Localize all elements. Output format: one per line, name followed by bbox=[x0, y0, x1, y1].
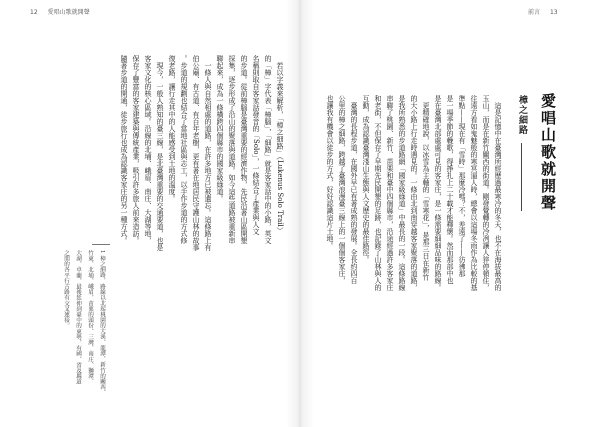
text-column: 互動，成為認識臺灣淺山生態與人文歷史的最佳路徑。 bbox=[362, 95, 370, 263]
chapter-title: 愛唱山歌就開聲 bbox=[539, 93, 557, 212]
text-column: 玉山，而是在新竹關西的街道。剛發覺轉的冷冽讓人猝停頓住， bbox=[482, 95, 490, 291]
footnotes bbox=[60, 250, 108, 410]
text-column: 更精確地說，以冰雪為主軸的「雪寒花」，是那三日在新竹 bbox=[422, 95, 430, 281]
text-column: 和老街，不但保存了早期先民開墾的足跡，也記錄了山林與人的 bbox=[374, 95, 382, 291]
footnote-rule bbox=[92, 244, 110, 245]
right-running-title: 前言 bbox=[528, 9, 541, 16]
right-page-body bbox=[324, 95, 504, 309]
text-column: 往遠方看如鬼魅般的寒冥逼人時，總會以這場冬雨作為比較的基 bbox=[470, 95, 478, 291]
book-spine-shadow bbox=[286, 0, 314, 427]
text-column: 的「樟」字代表「樟腦」，「細路」就是客家話中的小路，英文 bbox=[264, 55, 272, 244]
left-page-body bbox=[118, 55, 286, 303]
text-column: 聯起來，成為一條橫跨四個縣市的國家級綠道。 bbox=[216, 55, 224, 202]
text-column: 的步道。從前樟腦是臺灣重要的經濟作物，先民沿著山區開墾 bbox=[240, 55, 248, 244]
text-column: 隨著步道的開通，徒步旅行也成為認識客家庄的另一種方式。 bbox=[120, 55, 128, 244]
text-column: 是我所熟悉的步道路網「國家級綠道」中最長的一段。這條路線 bbox=[398, 95, 406, 291]
text-column: 的大小路上行走時遇見的。一條由北到南穿越客家聚落的道路， bbox=[410, 95, 418, 291]
subtitle-rule bbox=[521, 143, 522, 211]
left-page-number: 12 bbox=[30, 9, 38, 16]
text-column: 伯公廟、有古道、有百年老樹，更有著在地居民守護山林的故事 bbox=[192, 55, 200, 251]
left-running-head bbox=[30, 7, 98, 16]
text-column: 保存了豐富的客家建築與傳統產業，吸引許多旅人前來造訪。 bbox=[132, 55, 140, 244]
footnote-column: 竹東、北埔、峨眉，苗栗的頭份、三灣、南庄、獅潭、 bbox=[87, 250, 93, 385]
text-column: 是在臺灣北部處處可見的客家庄，是一條需要細細品味的路線。 bbox=[434, 95, 442, 291]
text-column: 公里的樟之細路，跨越了臺灣浪漫臺三線上的一個個客家庄， bbox=[338, 95, 346, 284]
text-column: 臺灣的長程步道，在國外早已有著成熟的發展。全長約四百 bbox=[350, 95, 358, 284]
text-column: 。步道的規劃也結合了當地社區與志工，以手作步道的方式修 bbox=[180, 55, 188, 244]
text-column: 現今，一般人熟知的臺三線，是北臺灣重要的交通要道，也是 bbox=[156, 55, 164, 251]
footnote-column: 1 樟之細路，路線以北起桃園的大溪、龍潭，新竹的關西、 bbox=[99, 250, 105, 396]
left-running-title: 愛唱山歌就開聲 bbox=[47, 9, 90, 16]
text-column: 串聯了桃園、新竹、苗栗和臺中四個縣市，沿途經過許多客家庄 bbox=[386, 95, 394, 291]
text-column: 是一場季節的輓歌，得掙扎上二十載才能釋懷。然而那部中也 bbox=[446, 95, 454, 284]
text-column: 名稱則取自客家話發音的「Solo」，一條結合了產業與人文 bbox=[252, 55, 260, 235]
text-column: 客家文化的核心區域。沿線的北埔、峨眉、南庄、大湖等地， bbox=[144, 55, 152, 244]
text-column: 復老路，讓行走其中的人能感受到土地的溫度。 bbox=[168, 55, 176, 202]
text-column: 準點——現在有「雪時」那麼冷嗎？不，差遠了——彷彿那 bbox=[458, 95, 466, 277]
text-column: 採集，逐步形成了沿山的聚落與道路。如今這些道路被重新串 bbox=[228, 55, 236, 244]
chapter-subtitle: 樟之細路 bbox=[517, 95, 527, 135]
right-running-head bbox=[528, 7, 566, 16]
text-column: 若以字義來解析，「樟之細路」（Lukenus Solo Trail） bbox=[276, 55, 284, 234]
footnote-column: 大湖、卓蘭，最後延伸到臺中的東勢，有國、省及縣道 bbox=[75, 250, 81, 385]
text-column: 也讓我有機會以徒步的方式，好好認識這片土地。 bbox=[326, 95, 334, 249]
footnote-column: 之間的各平行古路有交叉連接。 bbox=[63, 250, 69, 329]
right-page-number: 13 bbox=[549, 9, 558, 16]
text-column: 一條人與自然相處的道路，在許多地方已被遺忘。這條路上有 bbox=[204, 55, 212, 251]
text-column: 這是記憶中在臺灣所經歷過最寒冷的冬天，也不在海拔最高的 bbox=[494, 95, 502, 291]
